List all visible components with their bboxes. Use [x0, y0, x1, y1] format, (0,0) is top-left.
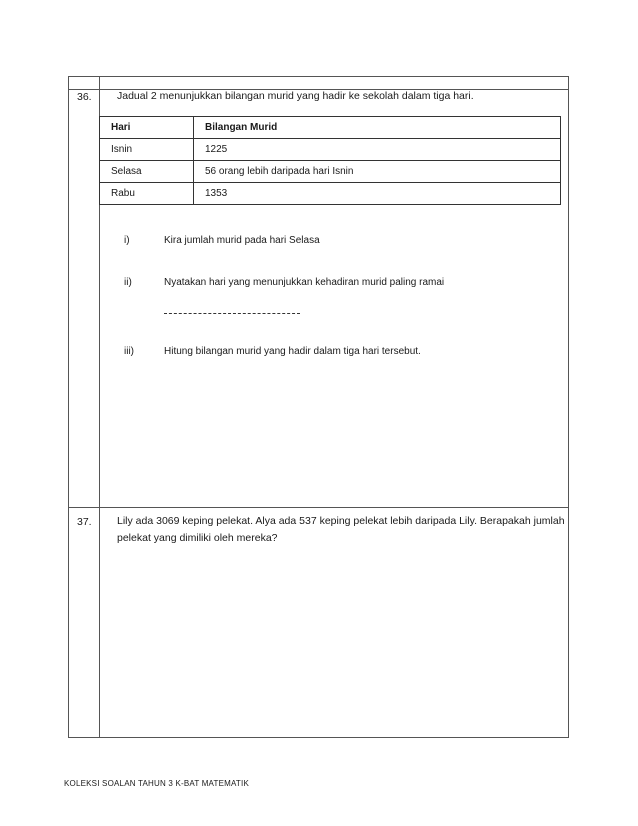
- table-header-row: [100, 117, 561, 139]
- table-row: [100, 139, 561, 161]
- question-36-intro: Jadual 2 menunjukkan bilangan murid yang hadir ke sekolah dalam tiga hari.: [117, 90, 474, 102]
- page-footer: KOLEKSI SOALAN TAHUN 3 K-BAT MATEMATIK: [64, 779, 249, 788]
- part-ii-text: Nyatakan hari yang menunjukkan kehadiran murid paling ramai: [164, 277, 445, 288]
- table-cell-count: 1225: [194, 139, 561, 161]
- question-row-divider: [69, 507, 568, 508]
- table-row: [100, 183, 561, 205]
- table-cell-count: 1353: [194, 183, 561, 205]
- question-37-line-2: pelekat yang dimiliki oleh mereka?: [117, 532, 278, 544]
- question-36-number: 36.: [77, 91, 92, 103]
- table-cell-day: Selasa: [100, 161, 194, 183]
- part-iii-label: iii): [124, 346, 134, 357]
- answer-blank-line[interactable]: [164, 313, 300, 314]
- table-header-count: Bilangan Murid: [194, 117, 561, 139]
- table-header-day: Hari: [100, 117, 194, 139]
- part-ii-label: ii): [124, 277, 132, 288]
- part-iii-text: Hitung bilangan murid yang hadir dalam tiga hari tersebut.: [164, 346, 421, 357]
- table-cell-day: Isnin: [100, 139, 194, 161]
- part-i-text: Kira jumlah murid pada hari Selasa: [164, 235, 320, 246]
- table-cell-count: 56 orang lebih daripada hari Isnin: [194, 161, 561, 183]
- table-row: [100, 161, 561, 183]
- question-37-number: 37.: [77, 516, 92, 528]
- question-37-line-1: Lily ada 3069 keping pelekat. Alya ada 537 keping pelekat lebih daripada Lily. Berapakah jumlah: [117, 515, 565, 527]
- part-i-label: i): [124, 235, 130, 246]
- attendance-table: [99, 116, 561, 205]
- table-cell-day: Rabu: [100, 183, 194, 205]
